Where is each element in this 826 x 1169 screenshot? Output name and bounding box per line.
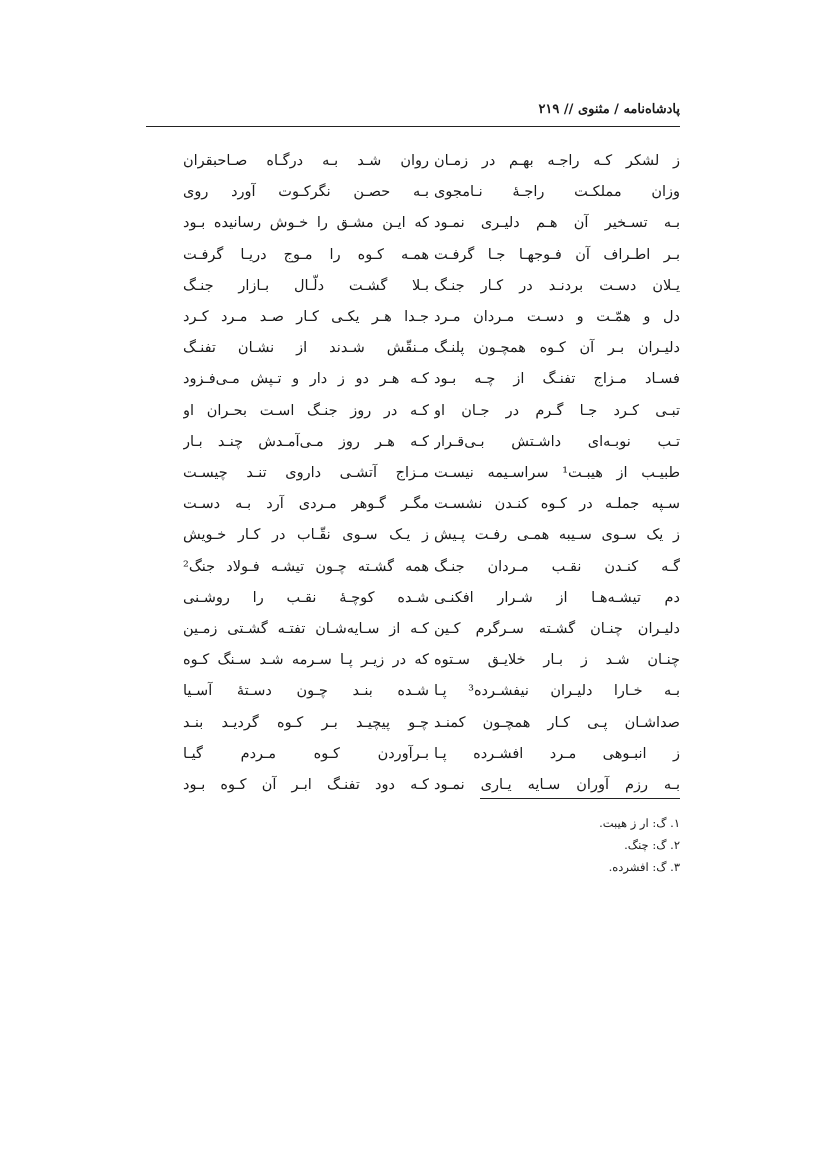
poem-body <box>146 146 680 793</box>
hemistich-second: جـدا هـر یکـی کـار صـد مـرد کـرد <box>183 309 429 325</box>
page-header <box>146 100 680 127</box>
hemistich-first: دلیـران بـر آن کـوه همچـون پلنـگ <box>434 340 680 357</box>
hemistich-second: چـو پیچیـد بـر کـوه گردیـد بنـد <box>183 714 429 731</box>
hemistich-first: صداشـان پـی کـار همچـون کمنـد <box>434 714 680 731</box>
footnotes <box>380 812 680 878</box>
hemistich-second: کـه در روز جنـگ اسـت بحـران او <box>183 402 429 419</box>
verse-row <box>146 645 680 676</box>
footnote-1: ۱. گ: ار ز هیبت. <box>599 816 680 830</box>
hemistich-first: طبیـب از هیبـت¹ سراسـیمه نیسـت <box>434 465 680 481</box>
verse-row <box>146 333 680 364</box>
hemistich-second: کـه هـر روز مـی‌آمـدش چنـد بـار <box>183 433 429 450</box>
hemistich-second: کـه دود تفنـگ ابـر آن کـوه بـود <box>183 777 429 793</box>
hemistich-first: وزان مملکـت راجـهٔ نـامجوی <box>434 184 680 201</box>
hemistich-second: همه گشـته چـون تیشـه فـولاد جنگ² <box>183 558 429 575</box>
hemistich-first: سـپه جملـه در کـوه کنـدن نشسـت <box>434 496 680 513</box>
hemistich-first: گـه کنـدن نقـب مـردان جنـگ <box>434 558 680 575</box>
hemistich-first: چنـان شـد ز بـار خلایـق سـتوه <box>434 652 680 669</box>
running-head: پادشاه‌نامه / مثنوی // ۲۱۹ <box>538 102 680 117</box>
hemistich-first: دم تیشـه‌هـا از شـرار افکنـی <box>434 589 680 606</box>
hemistich-second: مـزاج آتشـی داروی تنـد چیسـت <box>183 465 429 481</box>
verse-row <box>146 583 680 614</box>
verse-row <box>146 364 680 395</box>
hemistich-second: مـنقّش شـدند از نشـان تفنـگ <box>183 340 429 357</box>
hemistich-first: تبـی کـرد جـا گـرم در جـان او <box>434 402 680 419</box>
hemistich-first: دل و همّـت و دسـت مـردان مـرد <box>434 309 680 325</box>
verse-row <box>146 520 680 551</box>
hemistich-first: ز یک سـوی سـیبه همـی رفـت پـیش <box>434 527 680 544</box>
hemistich-second: شـده کوچـهٔ نقـب را روشـنی <box>183 589 429 606</box>
verse-row <box>146 208 680 239</box>
verse-row <box>146 676 680 707</box>
verse-row <box>146 489 680 520</box>
hemistich-first: دلیـران چنـان گشـته سـرگرم کـین <box>434 621 680 637</box>
hemistich-second: کـه از سـایه‌شـان تفتـه گشـتی زمـین <box>183 621 429 637</box>
verse-row <box>146 552 680 583</box>
hemistich-second: همـه کـوه را مـوج دریـا گرفـت <box>183 246 429 263</box>
hemistich-first: بـه تسـخیر آن هـم دلیـری نمـود <box>434 215 680 232</box>
hemistich-second: ز یـک سـوی نقّـاب در کـار خـویش <box>183 527 429 544</box>
verse-row <box>146 614 680 645</box>
hemistich-first: تـب نوبـه‌ای داشـتش بـی‌قـرار <box>434 433 680 450</box>
hemistich-first: بـر اطـراف آن فـوجهـا جـا گرفـت <box>434 246 680 263</box>
verse-row <box>146 146 680 177</box>
hemistich-second: که در زیـر پـا سـرمه شـد سـنگ کـوه <box>183 652 429 669</box>
hemistich-second: شـده بنـد چـون دسـتهٔ آسـیا <box>183 683 429 700</box>
hemistich-second: بـه حصـن نگرکـوت آورد روی <box>183 184 429 201</box>
hemistich-second: بـرآوردن کـوه مـردم گیـا <box>183 745 429 762</box>
footnote-divider <box>480 798 680 799</box>
verse-row <box>146 177 680 208</box>
verse-row <box>146 739 680 770</box>
hemistich-first: فسـاد مـزاج تفنـگ از چـه بـود <box>434 371 680 388</box>
hemistich-second: روان شـد بـه درگـاه صـاحبقران <box>183 153 429 169</box>
verse-row <box>146 458 680 489</box>
hemistich-second: که ایـن مشـق را خـوش رسانیده بـود <box>183 215 429 232</box>
hemistich-second: کـه هـر دو ز دار و تـپش مـی‌فـزود <box>183 371 429 388</box>
hemistich-first: ز انبـوهی مـرد افشـرده پـا <box>434 745 680 762</box>
hemistich-first: یـلان دسـت بردنـد در کـار جنـگ <box>434 277 680 294</box>
verse-row <box>146 770 680 801</box>
verse-row <box>146 271 680 302</box>
verse-row <box>146 427 680 458</box>
hemistich-first: ز لشکر کـه راجـه بهـم در زمـان <box>434 153 680 169</box>
verse-row <box>146 240 680 271</box>
footnote-2: ۲. گ: چنگ. <box>624 838 680 852</box>
hemistich-first: بـه خـارا دلیـران نیفشـرده³ پـا <box>434 683 680 700</box>
verse-row <box>146 708 680 739</box>
verse-row <box>146 396 680 427</box>
hemistich-second: مگـر گـوهر مـردی آرد بـه دسـت <box>183 496 429 513</box>
verse-row <box>146 302 680 333</box>
hemistich-first: بـه رزم آوران سـایه یـاری نمـود <box>434 777 680 793</box>
hemistich-second: بـلا گشـت دلّـال بـازار جنـگ <box>183 277 429 294</box>
footnote-3: ۳. گ: افشرده. <box>608 860 680 874</box>
